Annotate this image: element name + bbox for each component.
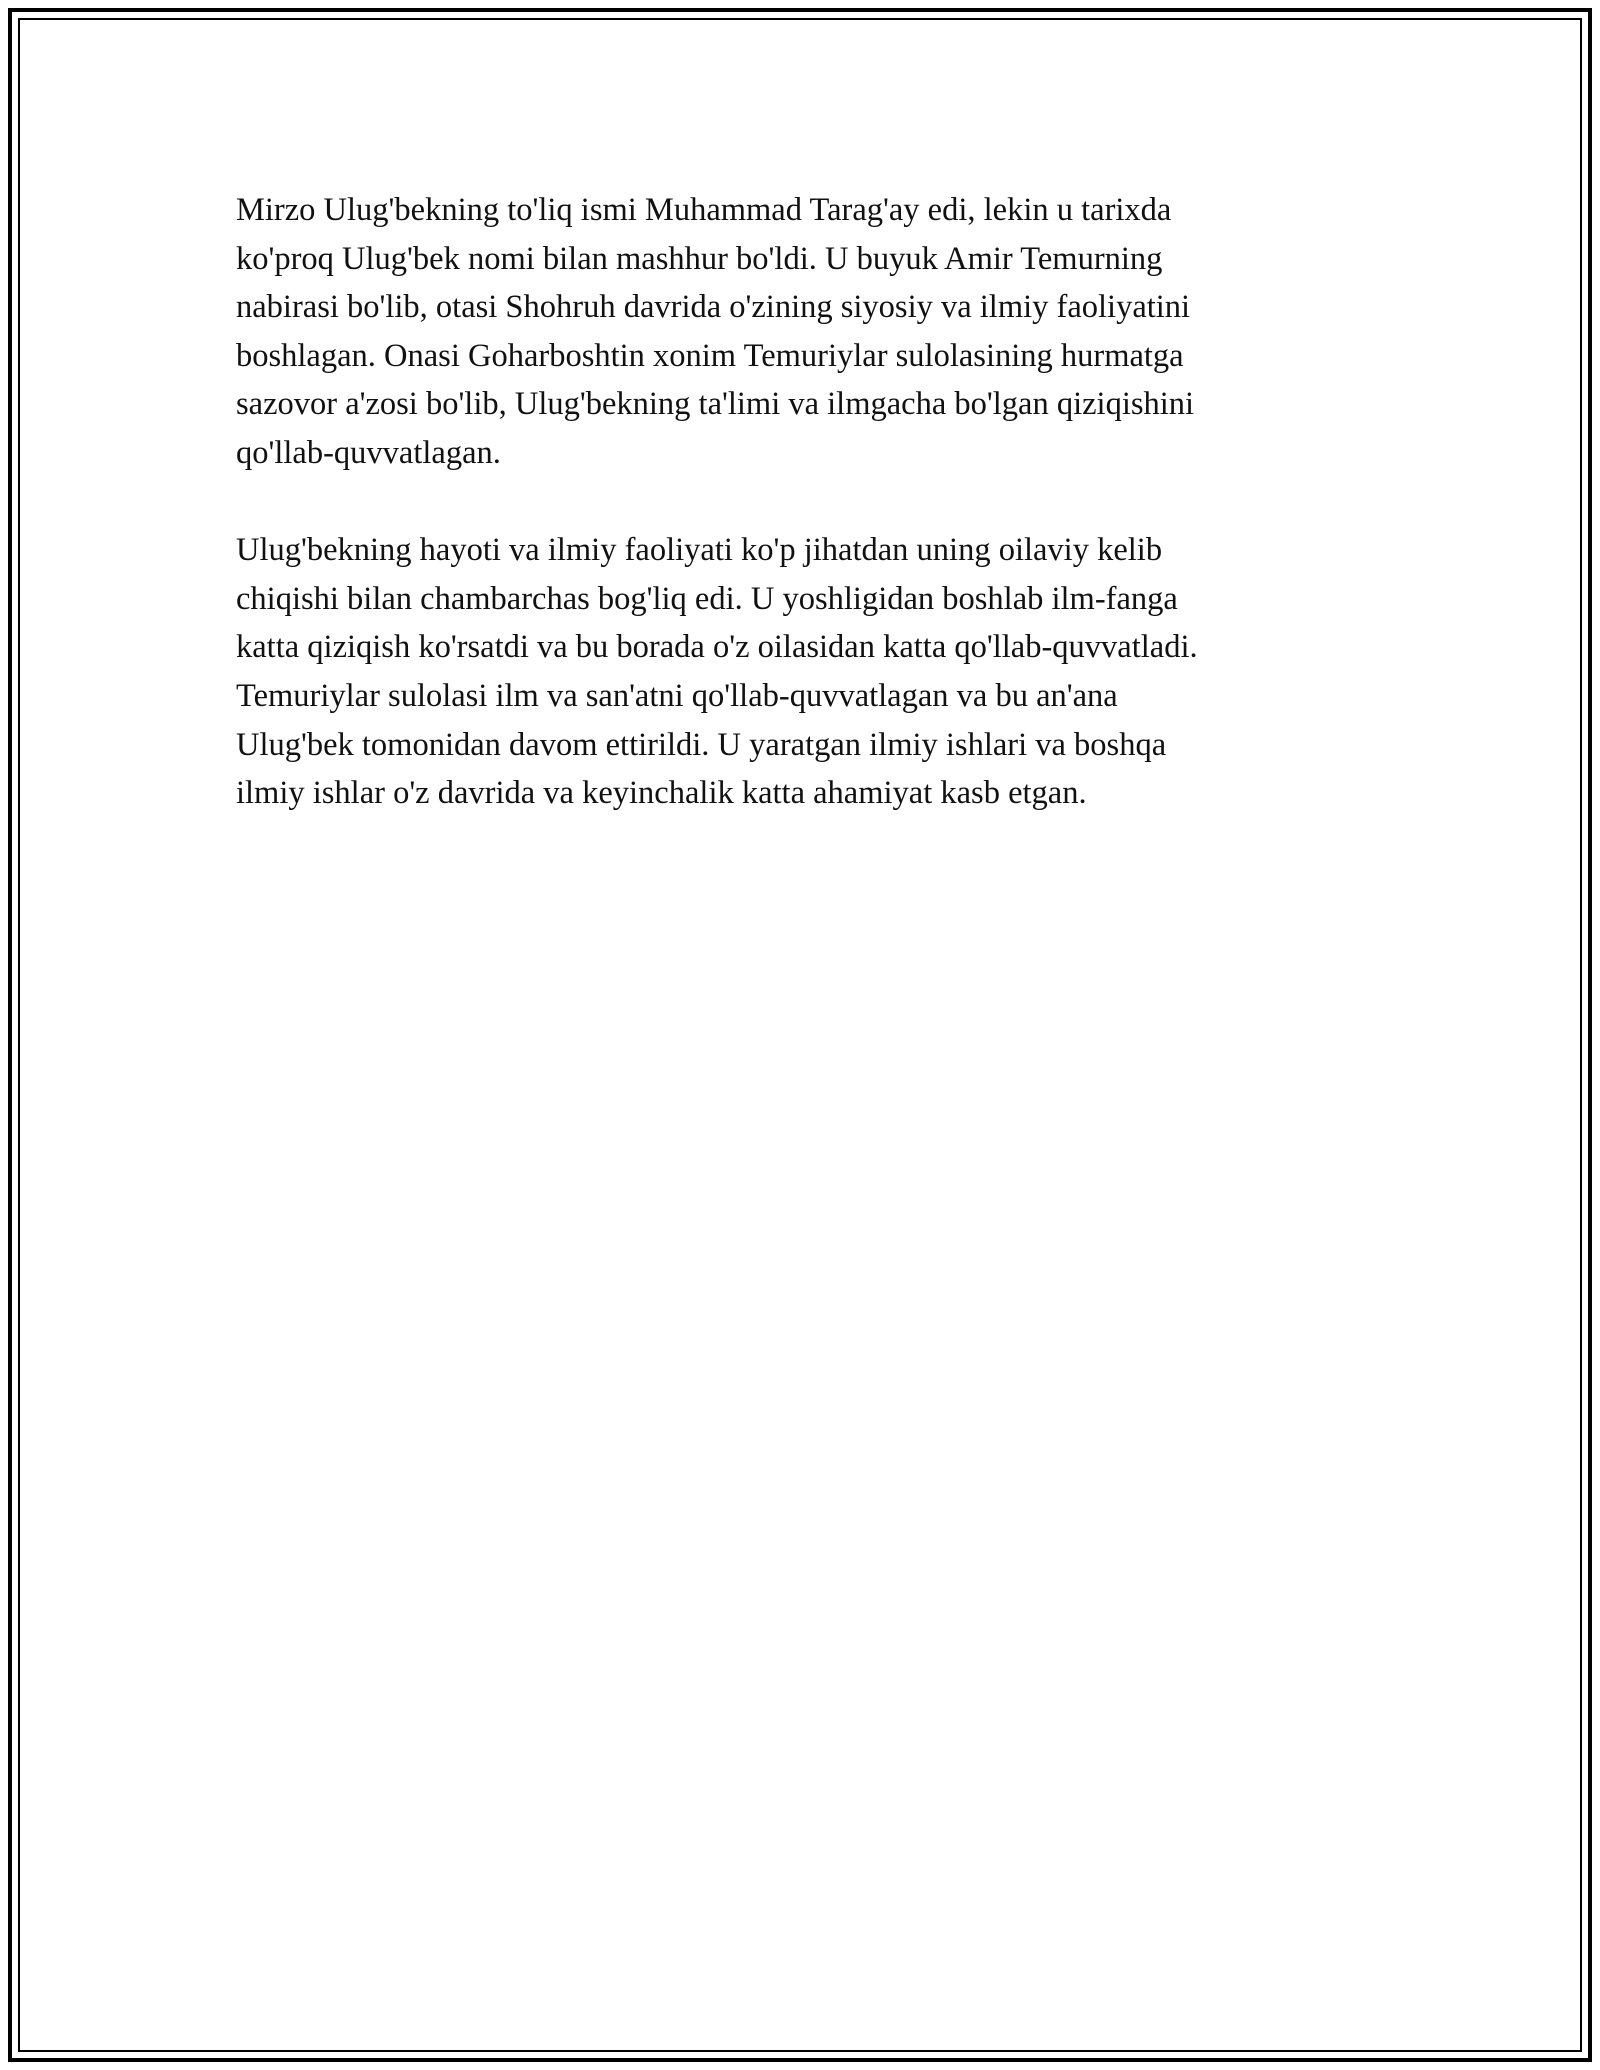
paragraph-2: Ulug'bekning hayoti va ilmiy faoliyati ko'p jihatdan uning oilaviy kelib chiqishi bilan chambarchas bog'liq edi. U yoshligidan boshlab ilm-fanga katta qiziqish ko'rsatdi va bu borada o'z oilasidan katta qo'llab-quvvatladi. Temuriylar sulolasi ilm va san'atni qo'llab-quvvatlagan va bu an'ana Ulug'bek tomonidan davom ettirildi. U yaratgan ilmiy ishlari va boshqa ilmiy ishlar o'z davrida va keyinchalik katta ahamiyat kasb etgan. — [236, 532, 1198, 812]
paragraph-1: Mirzo Ulug'bekning to'liq ismi Muhammad Tarag'ay edi, lekin u tarixda ko'proq Ulug'bek nomi bilan mashhur bo'ldi. U buyuk Amir Temurning nabirasi bo'lib, otasi Shohruh davrida o'zining siyosiy va ilmiy faoliyatini boshlagan. Onasi Goharboshtin xonim Temuriylar sulolasining hurmatga sazovor a'zosi bo'lib, Ulug'bekning ta'limi va ilmgacha bo'lgan qiziqishini qo'llab-quvvatlagan. — [236, 192, 1195, 471]
document-body — [236, 186, 1336, 866]
